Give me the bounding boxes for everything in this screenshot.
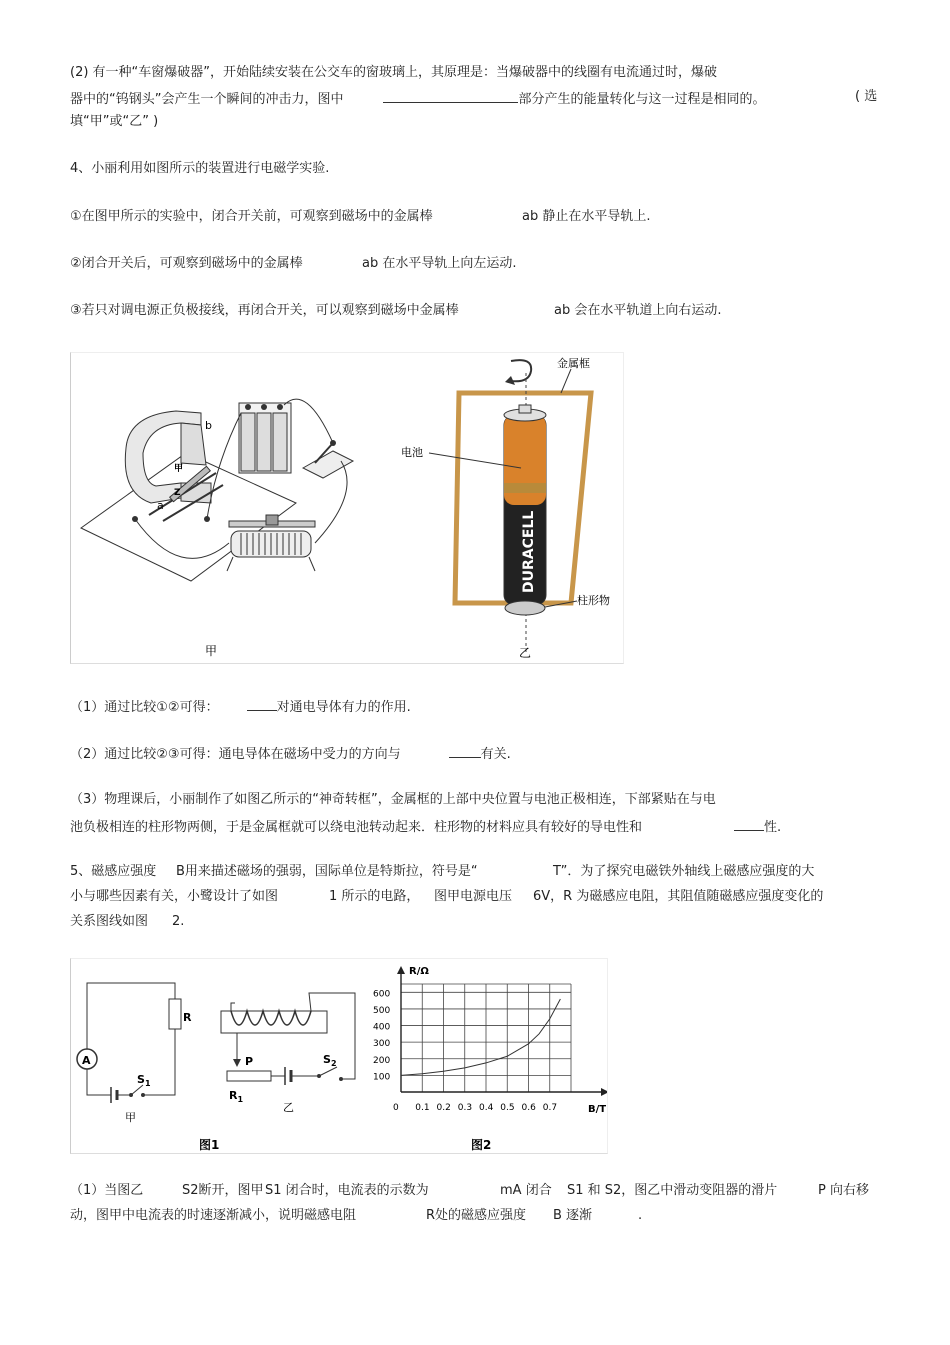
battery-brand: DURACELL: [521, 510, 537, 593]
x-axis-arrow: [601, 1088, 607, 1096]
x-tick-label: 0.4: [479, 1103, 494, 1113]
q3-part2-line2b: 部分产生的能量转化与这一过程是相同的。: [518, 92, 766, 107]
x-tick-label: 0.2: [436, 1103, 451, 1113]
q5-figure-svg: [71, 959, 607, 1153]
switch-S1-blade: [131, 1085, 143, 1095]
q3-part2-line3: 填“甲”或“乙” ): [70, 114, 159, 129]
q5-line2d: 6V，R 为磁感应电阻，其阻值随磁感应强度变化的: [533, 889, 824, 904]
x-tick-label: 0.3: [457, 1103, 473, 1113]
y-tick-label: 200: [373, 1055, 391, 1066]
label-R: R: [183, 1011, 192, 1024]
q4-sub2-blank[interactable]: [449, 743, 481, 758]
q4-sub3-line1: （3）物理课后，小丽制作了如图乙所示的“神奇转框”，金属框的上部中央位置与电池正极相连，下部紧贴在与电: [70, 792, 716, 807]
label-A: A: [82, 1054, 91, 1067]
leader-frame: [561, 369, 571, 393]
q5-sub1-line2d: .: [638, 1208, 643, 1223]
q4-sub2: [70, 743, 511, 764]
x-axis-label: B/T: [588, 1104, 607, 1115]
switch-S2-blade: [319, 1067, 337, 1076]
wire-1: [207, 413, 241, 519]
q4-sub1a: （1）通过比较①②可得：: [70, 700, 219, 715]
q5-sub1-line1f: P 向右移: [818, 1183, 869, 1198]
q4-step3a: ③若只对调电源正负极接线，再闭合开关，可以观察到磁场中金属棒: [70, 303, 459, 318]
resistance-curve: [401, 999, 560, 1075]
x-tick-label: 0.5: [500, 1103, 515, 1113]
q5-line2c: 图甲电源电压: [434, 889, 513, 904]
battery-pack: [239, 403, 291, 473]
battery-cell: [504, 405, 546, 605]
label-S2: $S_2$: [323, 1053, 337, 1068]
resistor-R: [169, 999, 181, 1029]
q5-sub1-line1b: S2断开，图甲: [182, 1183, 264, 1198]
q4-step3b: ab 会在水平轨道上向右运动.: [554, 303, 722, 318]
q5-sub1-line1a: （1）当图乙: [70, 1183, 144, 1198]
label-yi: 乙: [283, 1101, 294, 1114]
caption-yi: 乙: [519, 646, 532, 660]
q4-sub3-line2a: 池负极相连的柱形物两侧，于是金属框就可以绕电池转动起来．柱形物的材料应具有较好的导电性和: [70, 820, 643, 835]
q5-line1b: B用来描述磁场的强弱，国际单位是特斯拉，符号是“: [176, 864, 478, 879]
label-jia-small: 甲: [174, 464, 184, 474]
rotation-arrow: [505, 360, 531, 385]
q5-sub1-line2a: 动，图甲中电流表的时速逐渐减小，说明磁感电阻: [70, 1208, 357, 1223]
x-tick-label: 0: [393, 1103, 399, 1113]
rheostat-R1: [227, 1071, 271, 1081]
label-frame: 金属框: [557, 357, 590, 370]
q5-line2b: 1 所示的电路，: [329, 889, 420, 904]
slider-P: [233, 1059, 241, 1067]
y-tick-label: 600: [373, 989, 391, 1000]
q4-sub2b: 有关.: [480, 747, 511, 762]
magnet-pole-top: [181, 423, 206, 465]
caption-fig2: 图2: [471, 1138, 492, 1152]
q4-sub2a: （2）通过比较②③可得：通电导体在磁场中受力的方向与: [70, 747, 401, 762]
caption-jia: 甲: [205, 644, 218, 658]
y-tick-label: 400: [373, 1022, 391, 1033]
q5-line2a: 小与哪些因素有关，小鹭设计了如图: [70, 889, 279, 904]
q4-step2b: ab 在水平导轨上向左运动.: [362, 256, 517, 271]
q5-line3b: 2.: [172, 914, 185, 929]
q4-sub3-line2: [70, 816, 781, 837]
label-b: b: [205, 419, 212, 432]
rheostat: [227, 515, 315, 571]
q3-part2-line1: (2) 有一种“车窗爆破器”，开始陆续安装在公交车的窗玻璃上，其原理是：当爆破器中的线圈有电流通过时，爆破: [70, 65, 718, 80]
q4-step2a: ②闭合开关后，可观察到磁场中的金属棒: [70, 256, 303, 271]
q4-sub1: [70, 696, 411, 717]
label-P: P: [245, 1055, 254, 1068]
label-battery: 电池: [401, 446, 423, 459]
y-tick-label: 100: [373, 1072, 391, 1083]
q5-sub1-line1c: S1 闭合时，电流表的示数为: [265, 1183, 429, 1198]
y-tick-label: 500: [373, 1005, 391, 1016]
q3-part2-line2c: ( 选: [855, 89, 878, 104]
x-tick-label: 0.1: [415, 1103, 430, 1113]
q5-line3a: 关系图线如图: [70, 914, 149, 929]
y-tick-label: 300: [373, 1039, 391, 1050]
q5-sub1-line1e: S1 和 S2，图乙中滑动变阻器的滑片: [567, 1183, 778, 1198]
x-tick-label: 0.7: [542, 1103, 558, 1113]
q3-part2-line2: [70, 88, 766, 109]
q4-sub1-blank[interactable]: [247, 696, 277, 711]
q4-figure-svg: [71, 353, 623, 663]
y-axis-arrow: [397, 966, 405, 974]
circuit-yi: [221, 993, 355, 1085]
label-jia: 甲: [125, 1111, 136, 1124]
q4-sub3-blank[interactable]: [734, 816, 764, 831]
label-R1: $R_1$: [229, 1089, 244, 1104]
label-cylinder: 柱形物: [577, 594, 610, 607]
q5-line1c: T”．为了探究电磁铁外轴线上磁感应强度的大: [553, 864, 815, 879]
q5-line1a: 5、磁感应强度: [70, 864, 157, 879]
q4-figure: [70, 352, 624, 664]
wire-4: [135, 519, 229, 558]
q4-intro: 4、小丽利用如图所示的装置进行电磁学实验.: [70, 161, 330, 176]
q4-sub1b: 对通电导体有力的作用.: [276, 700, 411, 715]
caption-fig1: 图1: [199, 1138, 220, 1152]
q5-sub1-line1d: mA 闭合: [500, 1183, 552, 1198]
q5-sub1-line2c: B 逐渐: [553, 1208, 593, 1223]
x-tick-label: 0.6: [521, 1103, 536, 1113]
label-z-small: Z: [174, 488, 181, 498]
q4-step1b: ab 静止在水平导轨上.: [522, 209, 651, 224]
circuit-jia: [87, 983, 181, 1103]
cylinder-object: [505, 601, 545, 615]
q5-sub1-line2b: R处的磁感应强度: [426, 1208, 527, 1223]
y-axis-label: R/Ω: [409, 966, 429, 977]
label-S1: $S_1$: [137, 1073, 151, 1088]
q4-sub3-line2b: 性.: [764, 820, 782, 835]
resistance-chart: [373, 966, 607, 1115]
q5-figure: [70, 958, 608, 1154]
q3-part2-line2a: 器中的“钨钢头”会产生一个瞬间的冲击力，图中: [70, 92, 344, 107]
label-a: a: [157, 499, 164, 512]
q3-answer-blank[interactable]: [383, 88, 518, 103]
q4-step1a: ①在图甲所示的实验中，闭合开关前，可观察到磁场中的金属棒: [70, 209, 433, 224]
